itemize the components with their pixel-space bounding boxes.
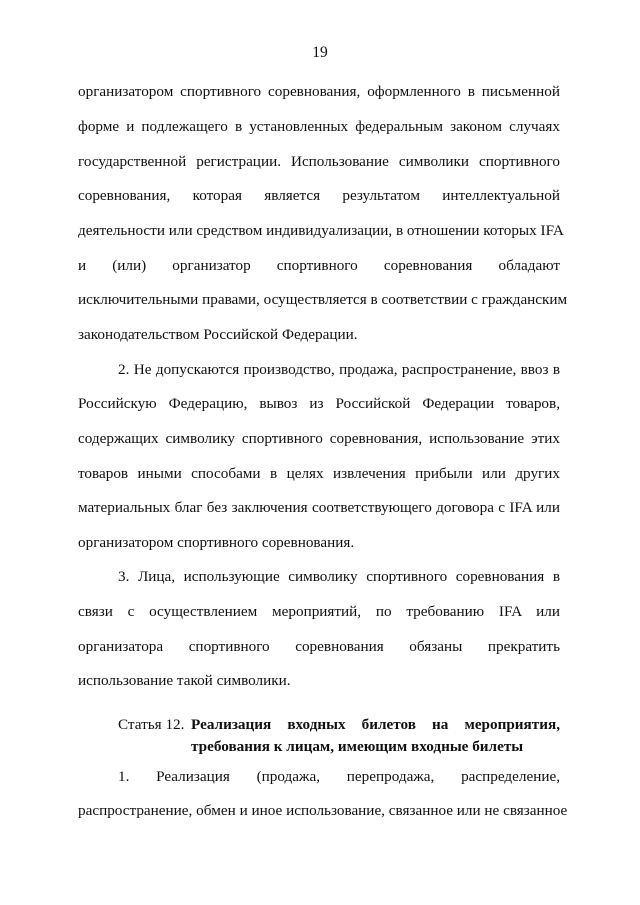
paragraph-line: 2. Не допускаются производство, продажа, распространение, ввоз в [118,361,560,378]
paragraph-line: организатора спортивного соревнования обязаны прекратить [78,638,560,655]
paragraph-line: организатором спортивного соревнования. [78,534,355,551]
paragraph-line: распространение, обмен и иное использование, связанное или не связанное [78,802,568,819]
paragraph-line: 3. Лица, использующие символику спортивного соревнования в [118,568,560,585]
paragraph-line: форме и подлежащего в установленных федеральным законом случаях [78,118,560,135]
paragraph-line: законодательством Российской Федерации. [78,326,358,343]
page-number: 19 [312,44,328,61]
paragraph-line: соревнования, которая является результатом интеллектуальной [78,187,560,204]
paragraph-line: исключительными правами, осуществляется в соответствии с гражданским [78,291,568,308]
paragraph-line: 1. Реализация (продажа, перепродажа, распределение, [118,768,560,785]
paragraph-line: товаров иными способами в целях извлечения прибыли или других [78,465,560,482]
paragraph-line: материальных благ без заключения соответствующего договора с IFA или [78,499,560,516]
article-label: Статья 12. [118,716,185,733]
article-title: Реализация входных билетов на мероприятия, [191,716,560,733]
paragraph-line: и (или) организатор спортивного соревнования обладают [78,257,560,274]
paragraph-line: государственной регистрации. Использование символики спортивного [78,153,560,170]
paragraph-line: Российскую Федерацию, вывоз из Российской Федерации товаров, [78,395,560,412]
paragraph-line: использование такой символики. [78,672,291,689]
paragraph-line: деятельности или средством индивидуализации, в отношении которых IFA [78,222,564,239]
paragraph-line: содержащих символику спортивного соревнования, использование этих [78,430,560,447]
article-title: требования к лицам, имеющим входные билеты [191,738,524,755]
paragraph-line: организатором спортивного соревнования, оформленного в письменной [78,83,560,100]
paragraph-line: связи с осуществлением мероприятий, по требованию IFA или [78,603,560,620]
